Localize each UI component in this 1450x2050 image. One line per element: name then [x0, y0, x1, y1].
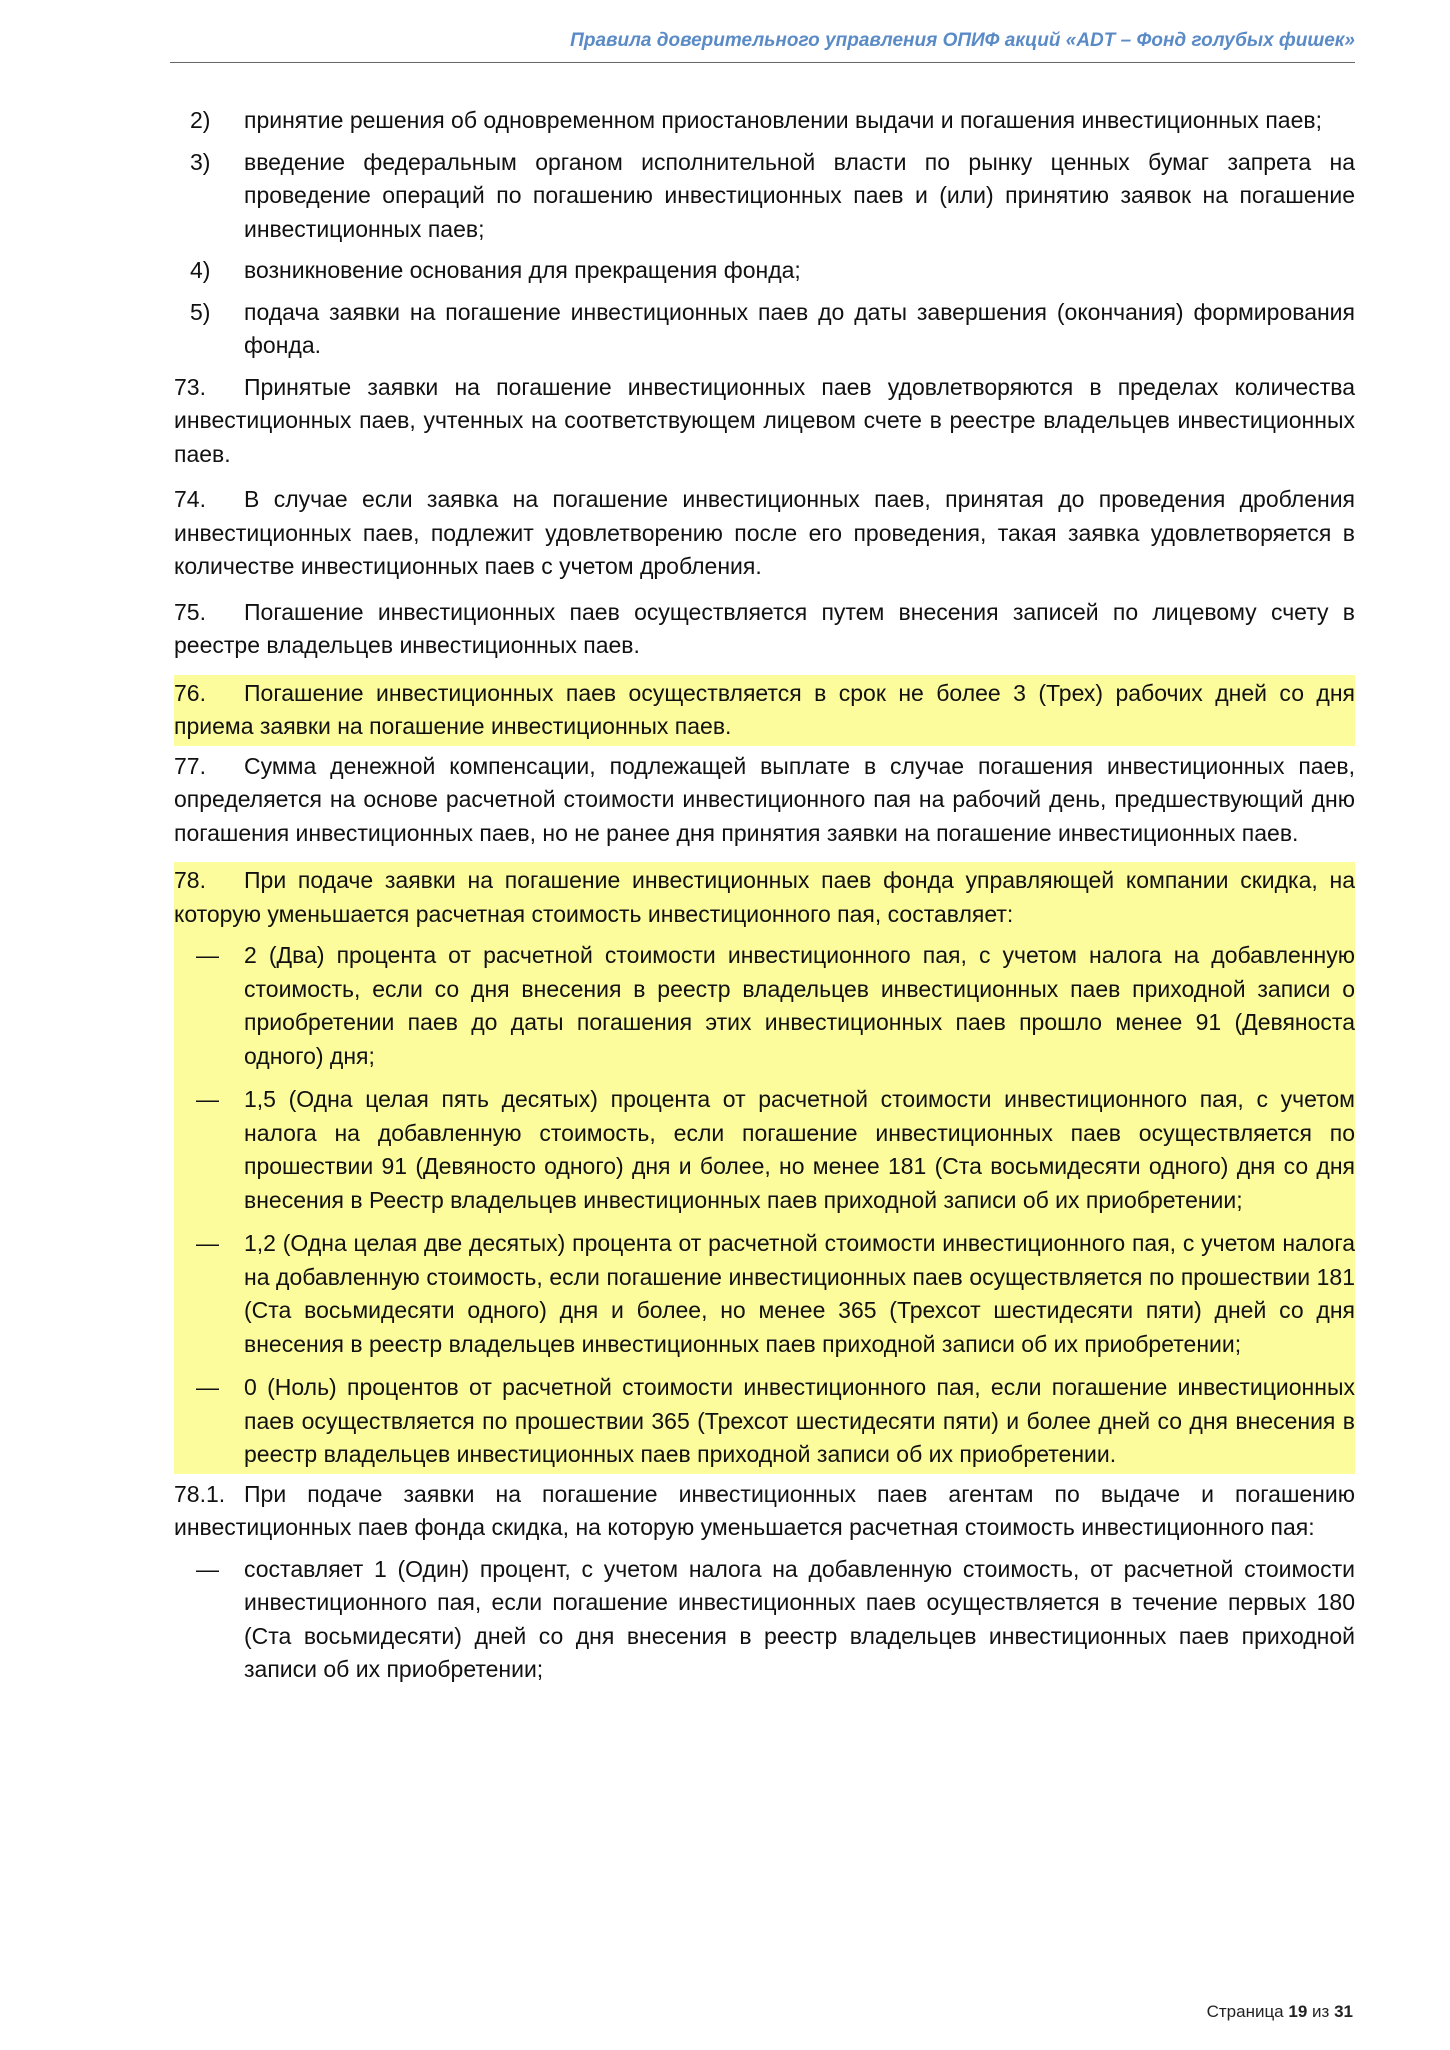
item-number: 2) — [190, 107, 211, 133]
discount-text: 2 (Два) процента от расчетной стоимости инвестиционного пая, с учетом налога на добавленную стоимость, если со дня внесения в реестр владельцев инвестиционных паев приходной записи о приобретении паев до даты погашения этих инвестиционных паев прошло менее 91 (Девяноста одного) дня; — [244, 942, 1355, 1069]
paragraph-text: Принятые заявки на погашение инвестиционных паев удовлетворяются в пределах количества инвестиционных паев, учтенных на соответствующем лицевом счете в реестре владельцев инвестиционных паев. — [174, 373, 1355, 467]
item-text: введение федеральным органом исполнительной власти по рынку ценных бумаг запрета на проведение операций по погашению инвестиционных паев и (или) принятию заявок на погашение инвестиционных паев; — [244, 148, 1355, 242]
paragraph-77 — [174, 750, 1355, 851]
agent-discount-item — [174, 1553, 1355, 1687]
document-title: Правила доверительного управления ОПИФ акций «ADT – Фонд голубых фишек» — [570, 30, 1355, 51]
item-number: 5) — [190, 298, 211, 325]
paragraph-78 — [174, 864, 1355, 931]
discount-text: составляет 1 (Один) процент, с учетом налога на добавленную стоимость, от расчетной стоимости инвестиционного пая, если погашение инвестиционных паев осуществляется в течение первых 180 (Ста восьмидесяти) дней со дня внесения в реестр владельцев инвестиционных паев приходной записи об их приобретении; — [244, 1555, 1355, 1682]
paragraph-number: 74. — [174, 486, 206, 512]
dash-marker: — — [196, 1374, 219, 1400]
paragraph-number: 77. — [174, 752, 206, 779]
paragraph-text: В случае если заявка на погашение инвестиционных паев, принятая до проведения дробления инвестиционных паев, подлежит удовлетворению после его проведения, такая заявка удовлетворяется в количестве инвестиционных паев с учетом дробления. — [174, 486, 1355, 579]
page-total: 31 — [1334, 2002, 1353, 2021]
paragraph-text: Сумма денежной компенсации, подлежащей выплате в случае погашения инвестиционных паев, определяется на основе расчетной стоимости инвестиционного пая на рабочий день, предшествующий дню погашения инвестиционных паев, но не ранее дня принятия заявки на погашение инвестиционных паев. — [174, 752, 1355, 846]
list-item — [174, 104, 1355, 138]
paragraph-text: При подаче заявки на погашение инвестиционных паев фонда управляющей компании скидка, на которую уменьшается расчетная стоимость инвестиционного пая, составляет: — [174, 867, 1355, 927]
discount-item — [174, 1227, 1355, 1361]
paragraph-number: 76. — [174, 679, 206, 706]
dash-marker: — — [196, 942, 219, 968]
item-text: подача заявки на погашение инвестиционных паев до даты завершения (окончания) формирования фонда. — [244, 298, 1355, 358]
discount-item — [174, 939, 1355, 1073]
paragraph-74 — [174, 483, 1355, 584]
paragraph-text: При подаче заявки на погашение инвестиционных паев агентам по выдаче и погашению инвестиционных паев фонда скидка, на которую уменьшается расчетная стоимость инвестиционного пая: — [174, 1480, 1355, 1540]
dash-marker: — — [196, 1555, 219, 1582]
item-number: 3) — [190, 148, 211, 175]
dash-marker: — — [196, 1230, 219, 1256]
item-text: возникновение основания для прекращения фонда; — [244, 257, 801, 283]
paragraph-73 — [174, 371, 1355, 472]
discount-text: 0 (Ноль) процентов от расчетной стоимости инвестиционного пая, если погашение инвестиционных паев осуществляется по прошествии 365 (Трехсот шестидесяти пяти) и более дней со дня внесения в реестр владельцев инвестиционных паев приходной записи об их приобретении. — [244, 1374, 1355, 1467]
item-number: 4) — [190, 257, 211, 283]
dash-marker: — — [196, 1086, 219, 1112]
paragraph-text: Погашение инвестиционных паев осуществляется путем внесения записей по лицевому счету в реестре владельцев инвестиционных паев. — [174, 598, 1355, 658]
paragraph-number: 78.1. — [174, 1480, 226, 1507]
discount-text: 1,5 (Одна целая пять десятых) процента от расчетной стоимости инвестиционного пая, с учетом налога на добавленную стоимость, если погашение инвестиционных паев осуществляется по прошествии 91 (Девяносто одного) дня и более, но менее 181 (Ста восьмидесяти одного) дня со дня внесения в Реестр владельцев инвестиционных паев приходной записи об их приобретении; — [244, 1086, 1355, 1213]
discount-text: 1,2 (Одна целая две десятых) процента от расчетной стоимости инвестиционного пая, с учетом налога на добавленную стоимость, если погашение инвестиционных паев осуществляется по прошествии 181 (Ста восьмидесяти одного) дня и более, но менее 365 (Трехсот шестидесяти пяти) дней со дня внесения в реестр владельцев инвестиционных паев приходной записи об их приобретении; — [244, 1230, 1355, 1357]
item-text: принятие решения об одновременном приостановлении выдачи и погашения инвестиционных паев; — [244, 107, 1322, 133]
paragraph-number: 73. — [174, 373, 206, 400]
paragraph-78-highlighted — [174, 862, 1355, 1474]
paragraph-number: 78. — [174, 867, 206, 893]
page-header — [170, 30, 1355, 63]
page-number: 19 — [1288, 2002, 1308, 2021]
paragraph-text: Погашение инвестиционных паев осуществляется в срок не более 3 (Трех) рабочих дней со дня приема заявки на погашение инвестиционных паев. — [174, 679, 1355, 739]
list-item — [174, 254, 1355, 288]
paragraph-number: 75. — [174, 598, 206, 625]
page-footer — [1207, 2002, 1353, 2022]
list-item — [174, 146, 1355, 247]
list-item — [174, 296, 1355, 363]
paragraph-76-highlighted — [174, 675, 1355, 746]
document-body — [174, 104, 1355, 1697]
paragraph-75 — [174, 596, 1355, 663]
page-separator: из — [1312, 2002, 1330, 2021]
page-label: Страница — [1206, 2002, 1284, 2021]
discount-item — [174, 1371, 1355, 1472]
paragraph-78-1 — [174, 1478, 1355, 1545]
discount-item — [174, 1083, 1355, 1217]
